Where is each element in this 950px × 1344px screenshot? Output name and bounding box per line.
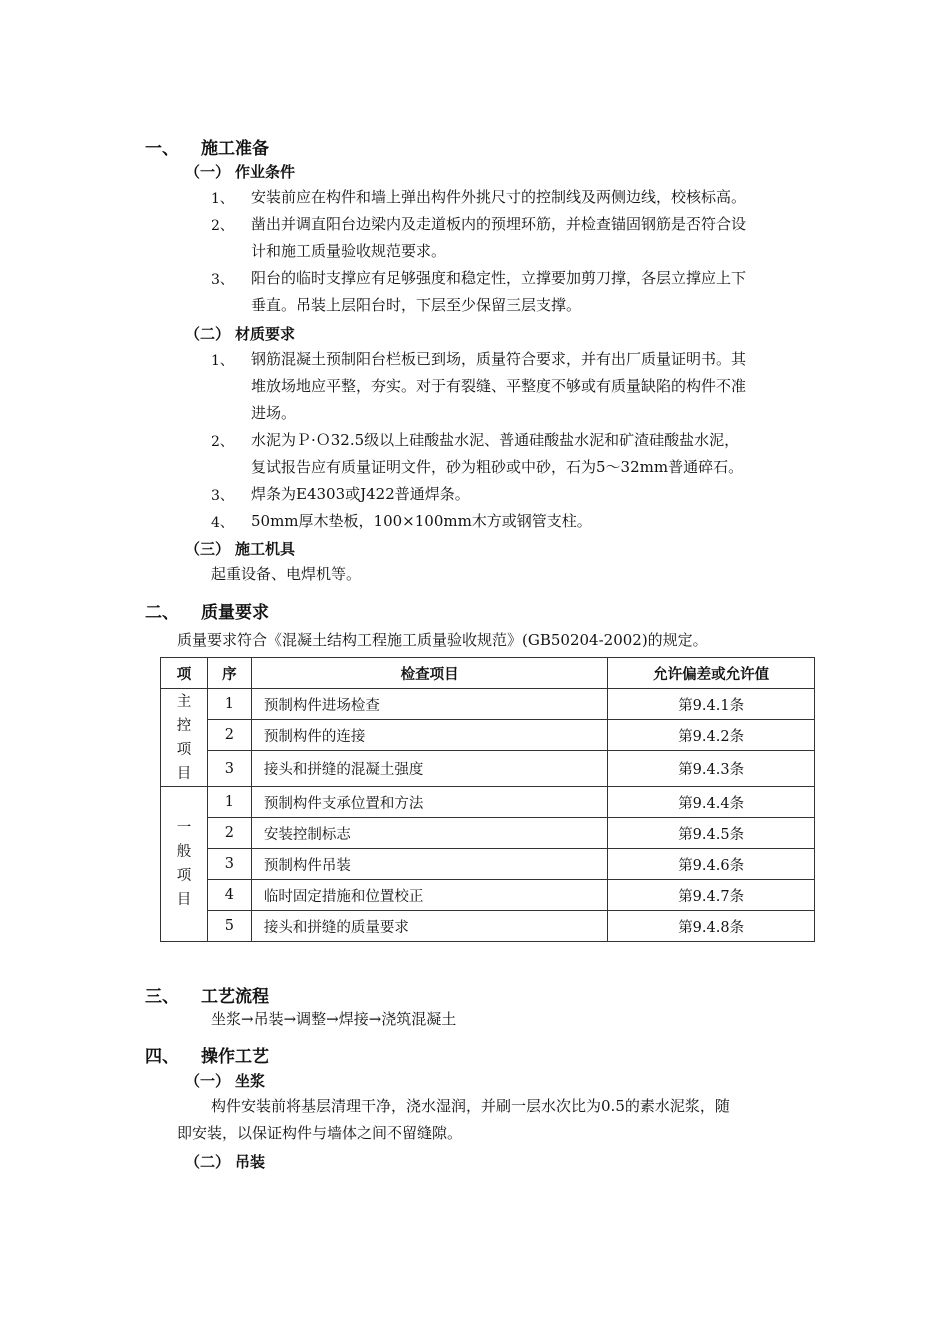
subsection-1-3-title: 施工机具 <box>235 540 296 558</box>
list-item-text: 安装前应在构件和墙上弹出构件外挑尺寸的控制线及两侧边线，校核标高。 <box>251 188 747 206</box>
row-item: 接头和拼缝的质量要求 <box>251 911 607 942</box>
row-value: 第9.4.6条 <box>608 849 815 880</box>
row-item: 预制构件吊装 <box>251 849 607 880</box>
row-seq: 1 <box>207 689 251 720</box>
list-item-text: 计和施工质量验收规范要求。 <box>251 242 447 260</box>
table-row <box>161 787 815 818</box>
list-item-text: 垂直。吊装上层阳台时，下层至少保留三层支撑。 <box>251 296 582 314</box>
list-item-number: 1、 <box>211 353 234 369</box>
list-item-text: 凿出并调直阳台边梁内及走道板内的预埋环筋，并检查锚固钢筋是否符合设 <box>251 215 747 233</box>
list-item-text: 钢筋混凝土预制阳台栏板已到场，质量符合要求，并有出厂质量证明书。其 <box>251 350 747 368</box>
section-1-title: 施工准备 <box>201 139 269 159</box>
list-item-number: 3、 <box>211 488 234 504</box>
paragraph-line: 即安装，以保证构件与墙体之间不留缝隙。 <box>177 1124 463 1142</box>
row-value: 第9.4.2条 <box>608 720 815 751</box>
row-value: 第9.4.1条 <box>608 689 815 720</box>
list-item-number: 2、 <box>211 434 234 450</box>
row-value: 第9.4.5条 <box>608 818 815 849</box>
list-item-text: 阳台的临时支撑应有足够强度和稳定性，立撑要加剪刀撑，各层立撑应上下 <box>251 269 747 287</box>
subsection-4-1-title: 坐浆 <box>235 1072 266 1090</box>
row-item: 预制构件的连接 <box>251 720 607 751</box>
table-row <box>161 880 815 911</box>
row-item: 安装控制标志 <box>251 818 607 849</box>
row-value: 第9.4.8条 <box>608 911 815 942</box>
row-item: 预制构件支承位置和方法 <box>251 787 607 818</box>
process-flow: 坐浆→吊装→调整→焊接→浇筑混凝土 <box>211 1010 457 1028</box>
section-3-number: 三、 <box>145 987 179 1007</box>
quality-intro: 质量要求符合《混凝土结构工程施工质量验收规范》(GB50204-2002)的规定。 <box>177 631 708 649</box>
list-item-text: 水泥为Ｐ·Ｏ32.5级以上硅酸盐水泥、普通硅酸盐水泥和矿渣硅酸盐水泥， <box>251 431 740 449</box>
group-label-general: 一 般 项 目 <box>161 787 208 942</box>
row-seq: 1 <box>207 787 251 818</box>
table-row <box>161 818 815 849</box>
list-item-text: 50mm厚木垫板，100×100mm木方或钢管支柱。 <box>251 512 592 530</box>
header-item: 项 <box>161 658 208 689</box>
subsection-1-3-number: （三） <box>185 540 231 558</box>
table-row <box>161 689 815 720</box>
list-item-number: 1、 <box>211 191 234 207</box>
section-2-title: 质量要求 <box>201 603 269 623</box>
subsection-1-1-title: 作业条件 <box>235 163 296 181</box>
list-item-number: 2、 <box>211 218 234 234</box>
group-label-main: 主 控 项 目 <box>161 689 208 787</box>
list-item-text: 进场。 <box>251 404 297 422</box>
subsection-1-2-number: （二） <box>185 325 231 343</box>
quality-table <box>160 657 815 942</box>
row-seq: 3 <box>207 849 251 880</box>
section-4-title: 操作工艺 <box>201 1047 269 1067</box>
row-seq: 2 <box>207 818 251 849</box>
subsection-4-1-number: （一） <box>185 1072 231 1090</box>
table-row <box>161 911 815 942</box>
subsection-4-2-number: （二） <box>185 1153 231 1171</box>
section-4-number: 四、 <box>145 1047 179 1067</box>
section-3-title: 工艺流程 <box>201 987 269 1007</box>
list-item-number: 4、 <box>211 515 234 531</box>
table-header-row <box>161 658 815 689</box>
row-value: 第9.4.7条 <box>608 880 815 911</box>
header-check-item: 检查项目 <box>251 658 607 689</box>
tools-text: 起重设备、电焊机等。 <box>211 565 362 583</box>
header-seq: 序 <box>207 658 251 689</box>
row-item: 接头和拼缝的混凝土强度 <box>251 751 607 787</box>
list-item-text: 堆放场地应平整，夯实。对于有裂缝、平整度不够或有质量缺陷的构件不准 <box>251 377 747 395</box>
list-item-text: 复试报告应有质量证明文件，砂为粗砂或中砂，石为5～32mm普通碎石。 <box>251 458 744 476</box>
subsection-1-1-number: （一） <box>185 163 231 181</box>
subsection-1-2-title: 材质要求 <box>235 325 296 343</box>
list-item-text: 焊条为E4303或J422普通焊条。 <box>251 485 470 503</box>
table-row <box>161 720 815 751</box>
header-tolerance: 允许偏差或允许值 <box>608 658 815 689</box>
section-2-number: 二、 <box>145 603 179 623</box>
table-row <box>161 751 815 787</box>
row-value: 第9.4.3条 <box>608 751 815 787</box>
row-seq: 4 <box>207 880 251 911</box>
list-item-number: 3、 <box>211 272 234 288</box>
row-seq: 5 <box>207 911 251 942</box>
row-item: 临时固定措施和位置校正 <box>251 880 607 911</box>
table-row <box>161 849 815 880</box>
row-seq: 3 <box>207 751 251 787</box>
paragraph-line: 构件安装前将基层清理干净，浇水湿润，并刷一层水次比为0.5的素水泥浆，随 <box>211 1097 730 1115</box>
row-item: 预制构件进场检查 <box>251 689 607 720</box>
row-seq: 2 <box>207 720 251 751</box>
section-1-number: 一、 <box>145 139 179 159</box>
subsection-4-2-title: 吊装 <box>235 1153 266 1171</box>
row-value: 第9.4.4条 <box>608 787 815 818</box>
